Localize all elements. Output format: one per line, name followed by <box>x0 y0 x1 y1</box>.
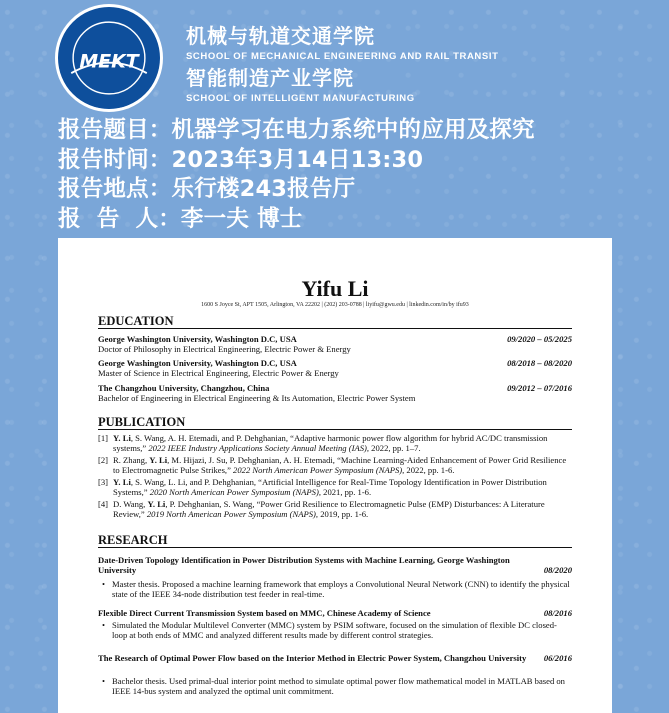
research-bullet <box>102 579 572 600</box>
report-speaker: 报 告 人：李一夫 博士 <box>58 205 303 232</box>
bullet-icon: • <box>102 579 106 589</box>
cv-name: Yifu Li <box>301 276 369 301</box>
research-bullet <box>102 676 572 697</box>
education-date: 08/2018 – 08/2020 <box>507 358 572 368</box>
bullet-icon: • <box>102 620 106 630</box>
school-logo <box>55 4 163 112</box>
education-degree: Doctor of Philosophy in Electrical Engineering, Electric Power & Energy <box>98 344 351 354</box>
education-degree: Master of Science in Electrical Engineering, Electric Power & Energy <box>98 368 339 378</box>
research-date: 08/2016 <box>543 608 572 618</box>
research-description: Simulated the Modular Multilevel Converter (MMC) system by PSIM software, focused on the simulation of flexible DC closed-loop at both ends of MMC and analyzed different results made by different control strategies. <box>112 620 557 641</box>
publication-title: , M. Hijazi, J. Su, P. Dehghanian, A. H. Etemadi, “Machine Learning-Aided Enhancement of Power Grid Resilience to Electromagnetic Pulse Strikes,” <box>113 455 567 476</box>
publication-author-highlight: Y. Li <box>113 433 131 443</box>
bullet-icon: • <box>102 676 106 686</box>
publication-venue: 2020 North American Power Symposium (NAPS) <box>149 487 319 498</box>
publication-title: , S. Wang, L. Li, and P. Dehghanian, “Artificial Intelligence for Real-Time Topology Identification in Power Distribution Systems,” <box>113 477 547 498</box>
publication-venue: 2022 IEEE Industry Applications Society Annual Meeting (IAS) <box>148 443 367 454</box>
research-bullet <box>102 620 572 641</box>
publication-title: , S. Wang, A. H. Etemadi, and P. Dehghanian, “Adaptive harmonic power flow algorithm for hybrid AC/DC transmission systems,” <box>113 433 548 454</box>
cv-document <box>58 238 612 713</box>
school-name-1-zh: 机械与轨道交通学院 <box>186 24 375 48</box>
publication-pages: , 2022, pp. 1-6. <box>402 465 455 476</box>
logo-text: MEKT <box>79 50 139 73</box>
education-date: 09/2012 – 07/2016 <box>507 383 572 393</box>
school-name-1 <box>186 20 498 62</box>
publication-author-highlight: Y. Li <box>149 455 168 465</box>
publication-heading: PUBLICATION <box>98 416 572 430</box>
research-item-title <box>98 608 572 618</box>
school-name-2-en: SCHOOL OF INTELLIGENT MANUFACTURING <box>186 93 415 104</box>
research-description: Bachelor thesis. Used primal-dual interior point method to simulate optimal power flow mathematical model in MATLAB based on IEEE 14-bus system and analyzed the optimal unit commitment. <box>112 676 565 697</box>
education-heading: EDUCATION <box>98 315 572 329</box>
report-info <box>58 116 535 234</box>
publication-pages: , 2021, pp. 1-6. <box>318 487 372 498</box>
education-institution: George Washington University, Washington D.C, USA <box>98 334 297 344</box>
research-title: The Research of Optimal Power Flow based on the Interior Method in Electric Power System, Changzhou University <box>98 653 527 663</box>
school-name-1-en: SCHOOL OF MECHANICAL ENGINEERING AND RAIL TRANSIT <box>186 51 499 62</box>
publication-authors-pre: D. Wang, <box>113 499 148 509</box>
research-title: Flexible Direct Current Transmission System based on MMC, Chinese Academy of Science <box>98 608 431 618</box>
education-entry <box>98 383 572 393</box>
education-entry <box>98 334 572 344</box>
research-item-title <box>98 555 572 575</box>
publication-number: [3] <box>98 477 109 487</box>
publication-item <box>98 499 572 519</box>
education-entry <box>98 358 572 368</box>
publication-pages: , 2022, pp. 1–7. <box>366 443 421 454</box>
publication-item <box>98 477 572 497</box>
publication-item <box>98 455 572 475</box>
publication-number: [2] <box>98 455 109 465</box>
education-institution: George Washington University, Washington D.C, USA <box>98 358 297 368</box>
research-date: 06/2016 <box>543 653 572 663</box>
research-item-title <box>98 653 572 663</box>
publication-author-highlight: Y. Li <box>147 499 166 509</box>
publication-number: [1] <box>98 433 109 443</box>
research-title: Date-Driven Topology Identification in Power Distribution Systems with Machine Learning, George Washington University <box>98 555 510 575</box>
publication-authors-pre: R. Zhang, <box>113 455 150 465</box>
research-date: 08/2020 <box>543 565 572 575</box>
report-title: 报告题目：机器学习在电力系统中的应用及探究 <box>58 117 535 143</box>
school-name-2-zh: 智能制造产业学院 <box>186 66 354 90</box>
report-place: 报告地点：乐行楼243报告厅 <box>58 176 356 202</box>
cv-contact: 1600 S Joyce St, APT 1505, Arlington, VA 22202 | (202) 203-0788 | liyifu@gwu.edu | linkedin.com/in/by ifu93 <box>201 302 469 308</box>
research-heading: RESEARCH <box>98 534 572 548</box>
publication-venue: 2019 North American Power Symposium (NAPS) <box>146 509 316 520</box>
publication-pages: , 2019, pp. 1-6. <box>315 509 369 520</box>
publication-venue: 2022 North American Power Symposium (NAPS) <box>233 465 403 476</box>
publication-number: [4] <box>98 499 109 509</box>
research-description: Master thesis. Proposed a machine learning framework that employs a Convolutional Neural Network (CNN) to identify the physical state of the IEEE 34-node distribution test feeder in real-time. <box>112 579 570 600</box>
school-name-2 <box>186 62 415 104</box>
publication-item <box>98 433 572 453</box>
education-date: 09/2020 – 05/2025 <box>507 334 572 344</box>
publication-title: , P. Dehghanian, S. Wang, “Power Grid Resilience to Electromagnetic Pulse (EMP) Disturbances: A Literature Review,” <box>113 499 545 520</box>
education-institution: The Changzhou University, Changzhou, China <box>98 383 270 393</box>
report-time: 报告时间：2023年3月14日13:30 <box>58 146 424 173</box>
publication-author-highlight: Y. Li <box>113 477 131 487</box>
education-degree: Bachelor of Engineering in Electrical Engineering & Its Automation, Electric Power System <box>98 393 416 403</box>
